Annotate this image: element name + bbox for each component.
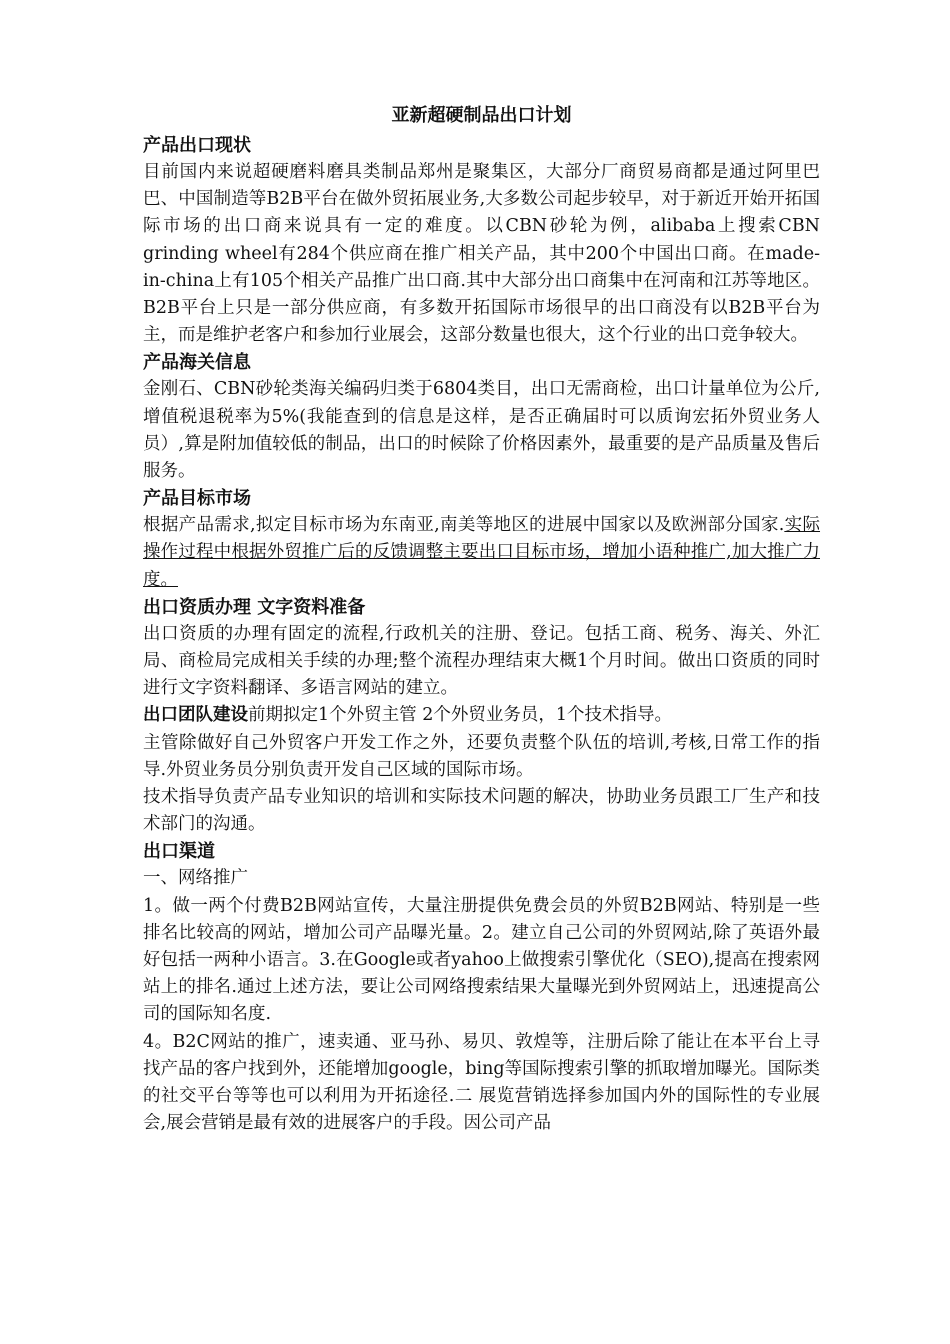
team-lead-text: 前期拟定1个外贸主管 2个外贸业务员，1个技术指导。: [248, 705, 672, 726]
section-body-qualification: 出口资质的办理有固定的流程,行政机关的注册、登记。包括工商、税务、海关、外汇局、商检局完成相关手续的办理;整个流程办理结束大概1个月时间。做出口资质的同时进行文字资料翻译、多语言网站的建立。: [143, 623, 820, 699]
section-body-market: [143, 512, 820, 594]
section-heading-qualification: 出口资质办理 文字资料准备: [143, 596, 366, 618]
section-body-status: 目前国内来说超硬磨料磨具类制品郑州是聚集区，大部分厂商贸易商都是通过阿里巴巴、中国制造等B2B平台在做外贸拓展业务,大多数公司起步较早，对于新近开始开拓国际市场的出口商来说具有一定的难度。以CBN砂轮为例，alibaba上搜索CBN grinding wheel有284个供应商在推广相关产品，其中200个中国出口商。在made-in-china上有105个相关产品推广出口商.其中大部分出口商集中在河南和江苏等地区。B2B平台上只是一部分供应商，有多数开拓国际市场很早的出口商没有以B2B平台为主，而是维护老客户和参加行业展会，这部分数量也很大，这个行业的出口竞争较大。: [143, 162, 820, 346]
market-body-plain: 根据产品需求,拟定目标市场为东南亚,南美等地区的进展中国家以及欧洲部分国家.: [143, 515, 785, 536]
section-heading-market: 产品目标市场: [143, 488, 251, 510]
channels-paragraph-1: 1。做一两个付费B2B网站宣传，大量注册提供免费会员的外贸B2B网站、特别是一些排名比较高的网站，增加公司产品曝光量。2。建立自己公司的外贸网站,除了英语外最好包括一两种小语言。3.在Google或者yahoo上做搜索引擎优化（SEO),提高在搜索网站上的排名.通过上述方法，要让公司网络搜索结果大量曝光到外贸网站上，迅速提高公司的国际知名度.: [143, 895, 820, 1025]
team-paragraph-supervisor: 主管除做好自己外贸客户开发工作之外，还要负责整个队伍的培训,考核,日常工作的指导.外贸业务员分别负责开发自己区域的国际市场。: [143, 732, 820, 780]
section-heading-status: 产品出口现状: [143, 135, 251, 156]
document-body: [143, 100, 820, 1138]
section-heading-channels: 出口渠道: [143, 841, 215, 863]
team-paragraph-technical: 技术指导负责产品专业知识的培训和实际技术问题的解决，协助业务员跟工厂生产和技术部门的沟通。: [143, 787, 820, 835]
section-team: [143, 702, 820, 729]
market-body-underlined: 实际操作过程中根据外贸推广后的反馈调整主要出口目标市场，增加小语种推广,加大推广力度。: [143, 515, 821, 590]
channels-subheading-online: 一、网络推广: [143, 868, 248, 889]
document-title: 亚新超硬制品出口计划: [391, 105, 572, 126]
section-body-customs: 金刚石、CBN砂轮类海关编码归类于6804类目，出口无需商检，出口计量单位为公斤,增值税退税率为5%(我能查到的信息是这样，是否正确届时可以质询宏拓外贸业务人员）,算是附加值较低的制品，出口的时候除了价格因素外，最重要的是产品质量及售后服务。: [143, 379, 820, 482]
channels-paragraph-2: 4。B2C网站的推广，速卖通、亚马孙、易贝、敦煌等，注册后除了能让在本平台上寻找产品的客户找到外，还能增加google，bing等国际搜索引擎的抓取增加曝光。国际类的社交平台等等也可以利用为开拓途径.二 展览营销选择参加国内外的国际性的专业展会,展会营销是最有效的进展客户的手段。因公司产品: [143, 1031, 820, 1134]
section-heading-team: 出口团队建设: [143, 705, 248, 726]
section-heading-customs: 产品海关信息: [143, 352, 251, 374]
